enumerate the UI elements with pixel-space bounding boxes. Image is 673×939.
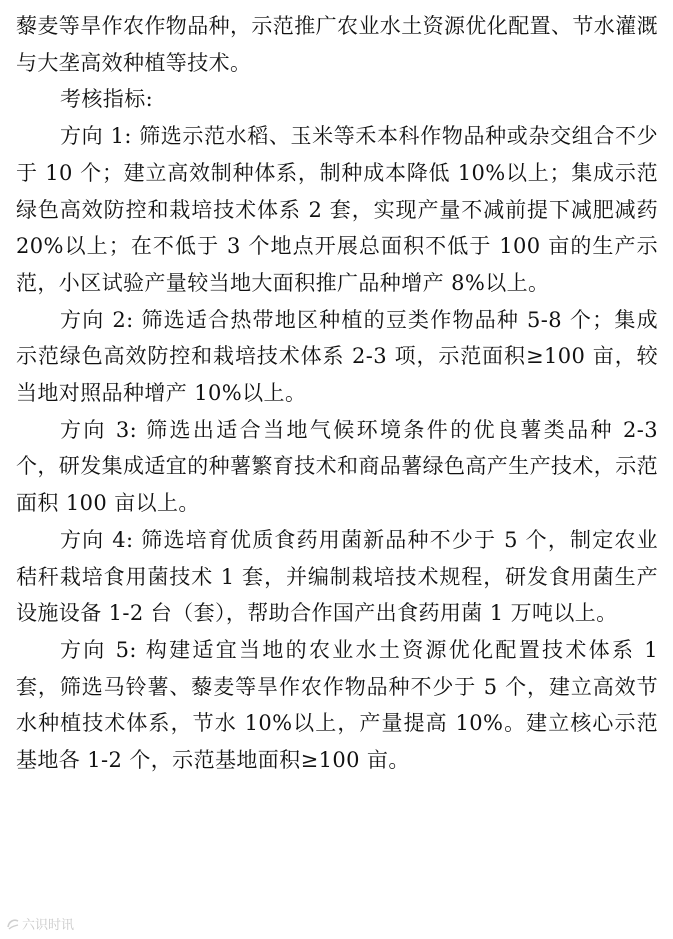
paragraph-direction-3: 方向 3: 筛选出适合当地气候环境条件的优良薯类品种 2-3 个，研发集成适宜的种薯繁育技术和商品薯绿色高产生产技术，示范面积 100 亩以上。 [16,417,658,516]
assessment-heading: 考核指标: [60,87,154,112]
watermark [6,914,74,933]
paragraph-direction-1: 方向 1: 筛选示范水稻、玉米等禾本科作物品种或杂交组合不少于 10 个；建立高效制种体系，制种成本降低 10%以上；集成示范绿色高效防控和栽培技术体系 2 套，实现产量不减前提下减肥减药 20%以上；在不低于 3 个地点开展总面积不低于 100 亩的生产示范，小区试验产量较当地大面积推广品种增产 8%以上。 [16,124,658,295]
paragraph-intro-continuation: 藜麦等旱作农作物品种，示范推广农业水土资源优化配置、节水灌溉与大垄高效种植等技术。 [16,14,658,75]
brand-logo-icon [6,917,20,931]
paragraph-direction-2: 方向 2: 筛选适合热带地区种植的豆类作物品种 5-8 个；集成示范绿色高效防控和栽培技术体系 2-3 项，示范面积≥100 亩，较当地对照品种增产 10%以上。 [16,307,658,406]
paragraph-direction-5: 方向 5: 构建适宜当地的农业水土资源优化配置技术体系 1 套，筛选马铃薯、藜麦等旱作农作物品种不少于 5 个，建立高效节水种植技术体系，节水 10%以上，产量提高 10%。建立核心示范基地各 1-2 个，示范基地面积≥100 亩。 [16,637,658,773]
paragraph-direction-4: 方向 4: 筛选培育优质食药用菌新品种不少于 5 个，制定农业秸秆栽培食用菌技术 1 套，并编制栽培技术规程，研发食用菌生产设施设备 1-2 台（套），帮助合作国产出食药用菌 1 万吨以上。 [16,527,658,626]
watermark-text: 六识时讯 [22,918,75,933]
document-body [16,8,658,779]
